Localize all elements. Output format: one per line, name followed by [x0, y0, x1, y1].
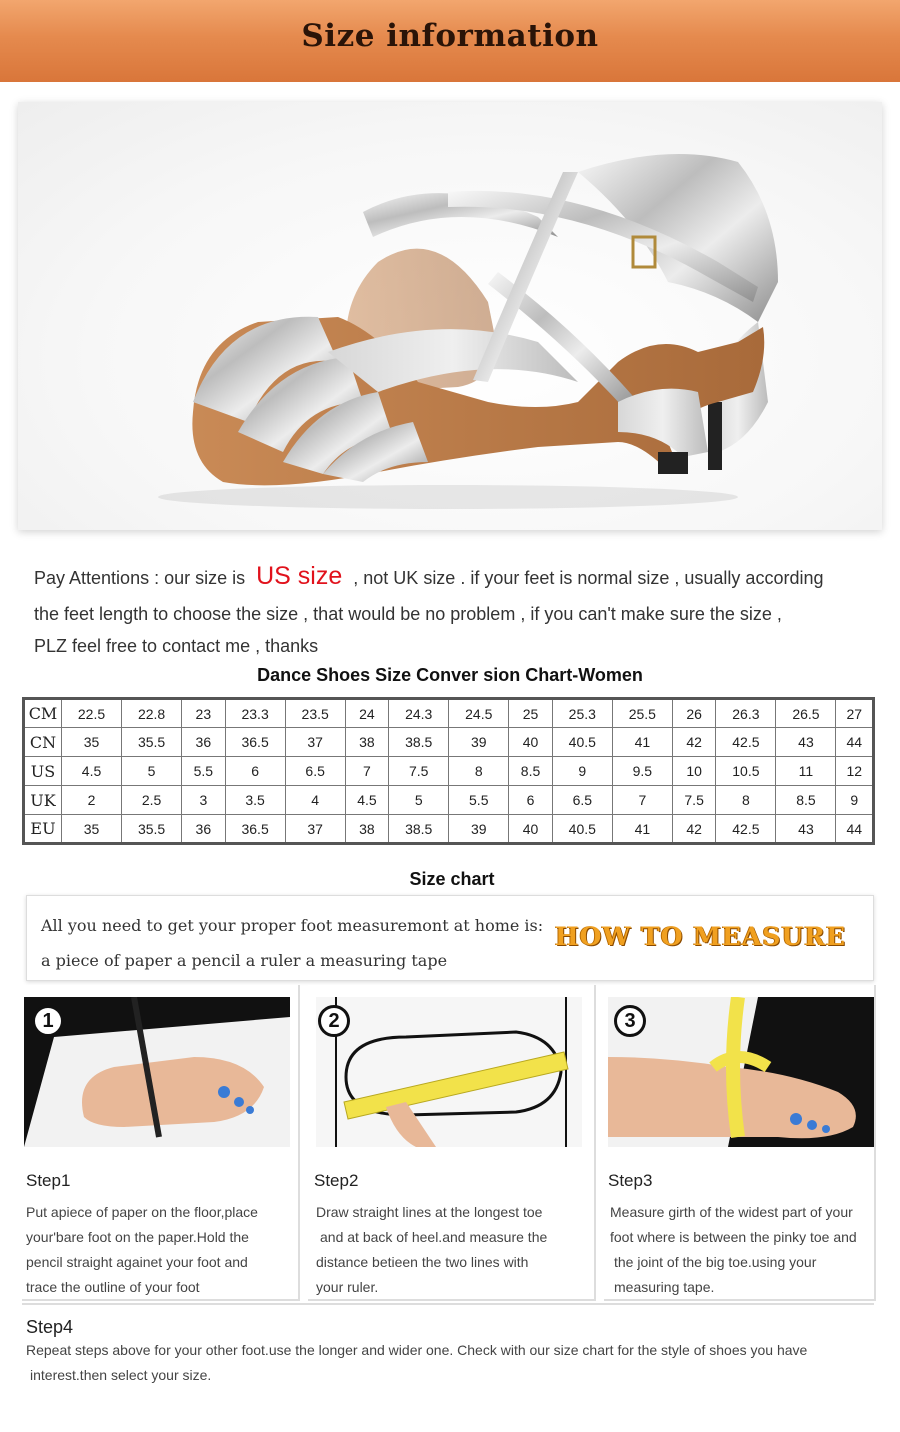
table-cell: 6.5 [552, 786, 612, 815]
table-cell: 37 [285, 728, 345, 757]
table-cell: 6 [225, 757, 285, 786]
table-cell: 9.5 [612, 757, 672, 786]
step-4-desc-line: interest.then select your size. [30, 1367, 212, 1383]
how-to-measure-heading: HOW TO MEASURE [555, 922, 847, 951]
table-cell: 42.5 [716, 728, 776, 757]
size-notice [34, 558, 884, 664]
table-cell: 5 [122, 757, 182, 786]
table-cell: 11 [776, 757, 836, 786]
step-2-photo [308, 997, 594, 1147]
table-cell: 25.3 [552, 699, 612, 728]
table-cell: 22.8 [122, 699, 182, 728]
table-cell: 36.5 [225, 815, 285, 844]
table-cell: 40 [509, 815, 553, 844]
table-cell: 9 [552, 757, 612, 786]
step-3-number: 3 [614, 1005, 646, 1037]
notice-line-3: PLZ feel free to contact me , thanks [34, 636, 319, 656]
table-cell: 8 [716, 786, 776, 815]
step-2-desc-line: and at back of heel.and measure the [320, 1229, 548, 1245]
step-3-title: Step3 [608, 1171, 653, 1190]
table-row [24, 786, 874, 815]
size-conversion-title: Dance Shoes Size Conver sion Chart-Women [257, 665, 643, 685]
table-cell: 38.5 [389, 728, 449, 757]
table-cell: 35.5 [122, 815, 182, 844]
table-cell: 6 [509, 786, 553, 815]
table-cell: 7.5 [672, 786, 716, 815]
step-3-desc-line: Measure girth of the widest part of your [610, 1204, 853, 1220]
table-cell: 40.5 [552, 815, 612, 844]
table-row [24, 757, 874, 786]
row-header-us: US [24, 757, 62, 786]
step-1-desc-line: pencil straight againet your foot and [26, 1254, 248, 1270]
table-cell: 35.5 [122, 728, 182, 757]
table-cell: 38 [345, 728, 389, 757]
table-cell: 39 [449, 815, 509, 844]
divider [22, 1303, 874, 1305]
step-3-desc-line: foot where is between the pinky toe and [610, 1229, 857, 1245]
product-photo [18, 102, 882, 530]
table-cell: 26 [672, 699, 716, 728]
step-1-desc-line: trace the outline of your foot [26, 1279, 200, 1295]
table-cell: 3.5 [225, 786, 285, 815]
table-cell: 41 [612, 728, 672, 757]
table-cell: 5.5 [182, 757, 226, 786]
measure-intro-box [26, 895, 874, 981]
step-1-title: Step1 [26, 1171, 71, 1190]
table-cell: 23.3 [225, 699, 285, 728]
table-cell: 24.3 [389, 699, 449, 728]
table-cell: 27 [836, 699, 874, 728]
table-cell: 35 [62, 728, 122, 757]
table-cell: 2.5 [122, 786, 182, 815]
table-cell: 40.5 [552, 728, 612, 757]
table-cell: 36 [182, 815, 226, 844]
table-cell: 23 [182, 699, 226, 728]
step-3-description [610, 1200, 857, 1300]
step-1-desc-line: your'bare foot on the paper.Hold the [26, 1229, 249, 1245]
table-row [24, 815, 874, 844]
step-1-desc-line: Put apiece of paper on the floor,place [26, 1204, 258, 1220]
step-card-2 [308, 985, 596, 1301]
table-cell: 26.5 [776, 699, 836, 728]
step-3-photo [604, 997, 874, 1147]
table-cell: 5 [389, 786, 449, 815]
table-cell: 23.5 [285, 699, 345, 728]
step-3-desc-line: measuring tape. [614, 1279, 715, 1295]
table-cell: 40 [509, 728, 553, 757]
notice-prefix: Pay Attentions : our size is [34, 568, 246, 588]
table-cell: 41 [612, 815, 672, 844]
table-cell: 4.5 [345, 786, 389, 815]
table-cell: 25 [509, 699, 553, 728]
table-cell: 36.5 [225, 728, 285, 757]
step-4-desc-line: Repeat steps above for your other foot.use the longer and wider one. Check with our size chart for the style of shoes you have [26, 1342, 808, 1358]
step-1-description [26, 1200, 258, 1300]
step-4-title: Step4 [26, 1317, 74, 1337]
table-cell: 7.5 [389, 757, 449, 786]
step-2-description [316, 1200, 547, 1300]
table-cell: 24 [345, 699, 389, 728]
table-cell: 25.5 [612, 699, 672, 728]
table-cell: 43 [776, 728, 836, 757]
table-cell: 22.5 [62, 699, 122, 728]
table-cell: 42 [672, 728, 716, 757]
table-cell: 5.5 [449, 786, 509, 815]
step-1-photo [22, 997, 298, 1147]
row-header-uk: UK [24, 786, 62, 815]
row-header-cm: CM [24, 699, 62, 728]
step-4-description [26, 1334, 866, 1388]
table-cell: 42 [672, 815, 716, 844]
table-cell: 6.5 [285, 757, 345, 786]
table-cell: 36 [182, 728, 226, 757]
step-2-desc-line: your ruler. [316, 1279, 379, 1295]
table-cell: 10.5 [716, 757, 776, 786]
table-cell: 24.5 [449, 699, 509, 728]
table-cell: 42.5 [716, 815, 776, 844]
page-title: Size information [301, 18, 599, 54]
table-cell: 12 [836, 757, 874, 786]
row-header-eu: EU [24, 815, 62, 844]
table-cell: 44 [836, 815, 874, 844]
table-cell: 8.5 [509, 757, 553, 786]
step-card-3 [604, 985, 876, 1301]
us-size-highlight: US size [256, 562, 343, 590]
table-cell: 38.5 [389, 815, 449, 844]
table-cell: 3 [182, 786, 226, 815]
step-1-number: 1 [32, 1005, 64, 1037]
size-conversion-table [22, 697, 875, 845]
table-cell: 7 [345, 757, 389, 786]
table-cell: 39 [449, 728, 509, 757]
table-cell: 43 [776, 815, 836, 844]
step-2-desc-line: Draw straight lines at the longest toe [316, 1204, 543, 1220]
table-cell: 4 [285, 786, 345, 815]
table-cell: 8.5 [776, 786, 836, 815]
table-cell: 35 [62, 815, 122, 844]
shoe-illustration [18, 102, 882, 530]
table-cell: 7 [612, 786, 672, 815]
measure-intro-line-2: a piece of paper a pencil a ruler a measuring tape [41, 951, 448, 970]
table-cell: 2 [62, 786, 122, 815]
step-2-title: Step2 [314, 1171, 359, 1190]
measure-intro-line-1: All you need to get your proper foot measuremont at home is: [41, 916, 544, 935]
notice-line-2: the feet length to choose the size , that would be no problem , if you can't make sure the size , [34, 604, 782, 624]
step-card-1 [22, 985, 300, 1301]
size-chart-label: Size chart [409, 869, 495, 889]
table-cell: 4.5 [62, 757, 122, 786]
step-3-desc-line: the joint of the big toe.using your [614, 1254, 817, 1270]
table-cell: 44 [836, 728, 874, 757]
table-cell: 26.3 [716, 699, 776, 728]
table-cell: 38 [345, 815, 389, 844]
row-header-cn: CN [24, 728, 62, 757]
notice-suffix: , not UK size . if your feet is normal size , usually according [353, 568, 824, 588]
table-cell: 37 [285, 815, 345, 844]
table-row [24, 699, 874, 728]
table-cell: 8 [449, 757, 509, 786]
step-2-number: 2 [318, 1005, 350, 1037]
header-banner [0, 0, 900, 82]
measure-intro-text [41, 908, 543, 978]
step-2-desc-line: distance betieen the two lines with [316, 1254, 529, 1270]
table-cell: 10 [672, 757, 716, 786]
table-row [24, 728, 874, 757]
table-cell: 9 [836, 786, 874, 815]
